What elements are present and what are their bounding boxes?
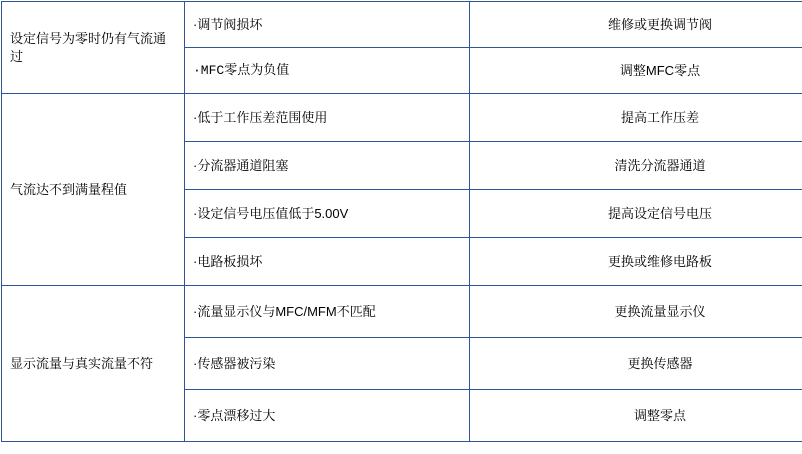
remedy-cell: 更换或维修电路板 — [470, 238, 802, 286]
cause-cell: ·MFC零点为负值 — [185, 48, 470, 94]
cause-cell: ·传感器被污染 — [185, 338, 470, 390]
remedy-cell: 更换流量显示仪 — [470, 286, 802, 338]
document-page — [0, 1, 802, 454]
symptom-cell: 显示流量与真实流量不符 — [2, 286, 185, 442]
table-row — [2, 2, 802, 48]
troubleshooting-table — [1, 1, 802, 442]
cause-cell: ·电路板损坏 — [185, 238, 470, 286]
cause-cell: ·流量显示仪与MFC/MFM不匹配 — [185, 286, 470, 338]
cause-cell: ·调节阀损坏 — [185, 2, 470, 48]
table-row — [2, 94, 802, 142]
table-row — [2, 286, 802, 338]
cause-cell: ·设定信号电压值低于5.00V — [185, 190, 470, 238]
remedy-cell: 提高设定信号电压 — [470, 190, 802, 238]
remedy-cell: 提高工作压差 — [470, 94, 802, 142]
remedy-cell: 更换传感器 — [470, 338, 802, 390]
cause-cell: ·零点漂移过大 — [185, 390, 470, 442]
table-body — [2, 2, 802, 442]
remedy-cell: 调整MFC零点 — [470, 48, 802, 94]
cause-cell: ·分流器通道阻塞 — [185, 142, 470, 190]
cause-cell: ·低于工作压差范围使用 — [185, 94, 470, 142]
remedy-cell: 调整零点 — [470, 390, 802, 442]
symptom-cell: 气流达不到满量程值 — [2, 94, 185, 286]
remedy-cell: 清洗分流器通道 — [470, 142, 802, 190]
symptom-cell: 设定信号为零时仍有气流通过 — [2, 2, 185, 94]
remedy-cell: 维修或更换调节阀 — [470, 2, 802, 48]
